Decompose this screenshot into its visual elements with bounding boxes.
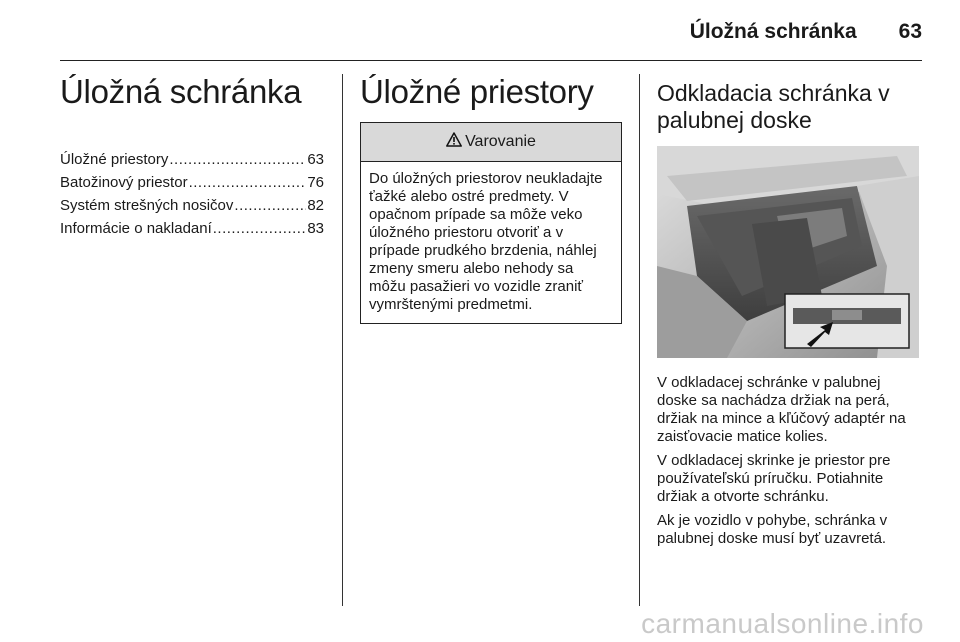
toc-leader (234, 194, 306, 217)
section-column (360, 72, 622, 324)
toc-entry-label: Úložné priestory (60, 151, 169, 168)
column-divider-1 (342, 74, 343, 606)
chapter-title: Úložná schránka (60, 73, 302, 110)
column-divider-2 (639, 74, 640, 606)
toc-leader (213, 217, 307, 240)
toc-entry-page: 63 (307, 151, 324, 168)
toc-entry-label: Batožinový priestor (60, 174, 188, 191)
toc-entry-page: 82 (307, 197, 324, 214)
glovebox-photo (657, 146, 919, 358)
watermark-text: carmanualsonline.info (641, 608, 924, 639)
warning-text: Do úložných priestorov neukladajte ťažké alebo ostré predmety. V opačnom prípade sa môže veko úložného priestoru otvoriť a v prípade prudkého brzdenia, náhlej zmeny smeru alebo nehody sa môžu pasažieri vo vozidle zraniť vymrštenými predmetmi. (369, 170, 603, 313)
toc-entry-page: 83 (307, 220, 324, 237)
toc-leader (189, 171, 307, 194)
header-rule (60, 60, 922, 61)
body-paragraph: V odkladacej skrinke je priestor pre používateľskú príručku. Potiahnite držiak a otvorte schránku. (657, 452, 891, 505)
toc-entry[interactable] (60, 148, 324, 171)
toc-entry[interactable] (60, 194, 324, 217)
toc-entry[interactable] (60, 171, 324, 194)
running-header (690, 20, 922, 44)
chapter-column (60, 72, 324, 240)
chapter-toc (60, 148, 324, 240)
subsection-column (657, 72, 922, 554)
toc-entry-label: Informácie o nakladaní (60, 220, 212, 237)
body-paragraph: V odkladacej schránke v palubnej doske sa nachádza držiak na perá, držiak na mince a kľúčový adaptér na zaisťovacie matice kolies. (657, 374, 906, 445)
subsection-body (657, 374, 922, 548)
section-title: Úložné priestory (360, 73, 594, 110)
page-number: 63 (898, 20, 922, 43)
subsection-title: Odkladacia schránka v palubnej doske (657, 80, 890, 133)
warning-label: Varovanie (465, 133, 536, 150)
toc-leader (169, 148, 306, 171)
running-header-title: Úložná schránka (689, 20, 857, 43)
toc-entry-page: 76 (307, 174, 324, 191)
toc-entry-label: Systém strešných nosičov (60, 197, 234, 214)
warning-triangle-icon (446, 132, 462, 152)
warning-header (361, 123, 621, 162)
toc-entry[interactable] (60, 217, 324, 240)
body-paragraph: Ak je vozidlo v pohybe, schránka v palubnej doske musí byť uzavretá. (657, 512, 888, 547)
warning-box (360, 122, 622, 324)
